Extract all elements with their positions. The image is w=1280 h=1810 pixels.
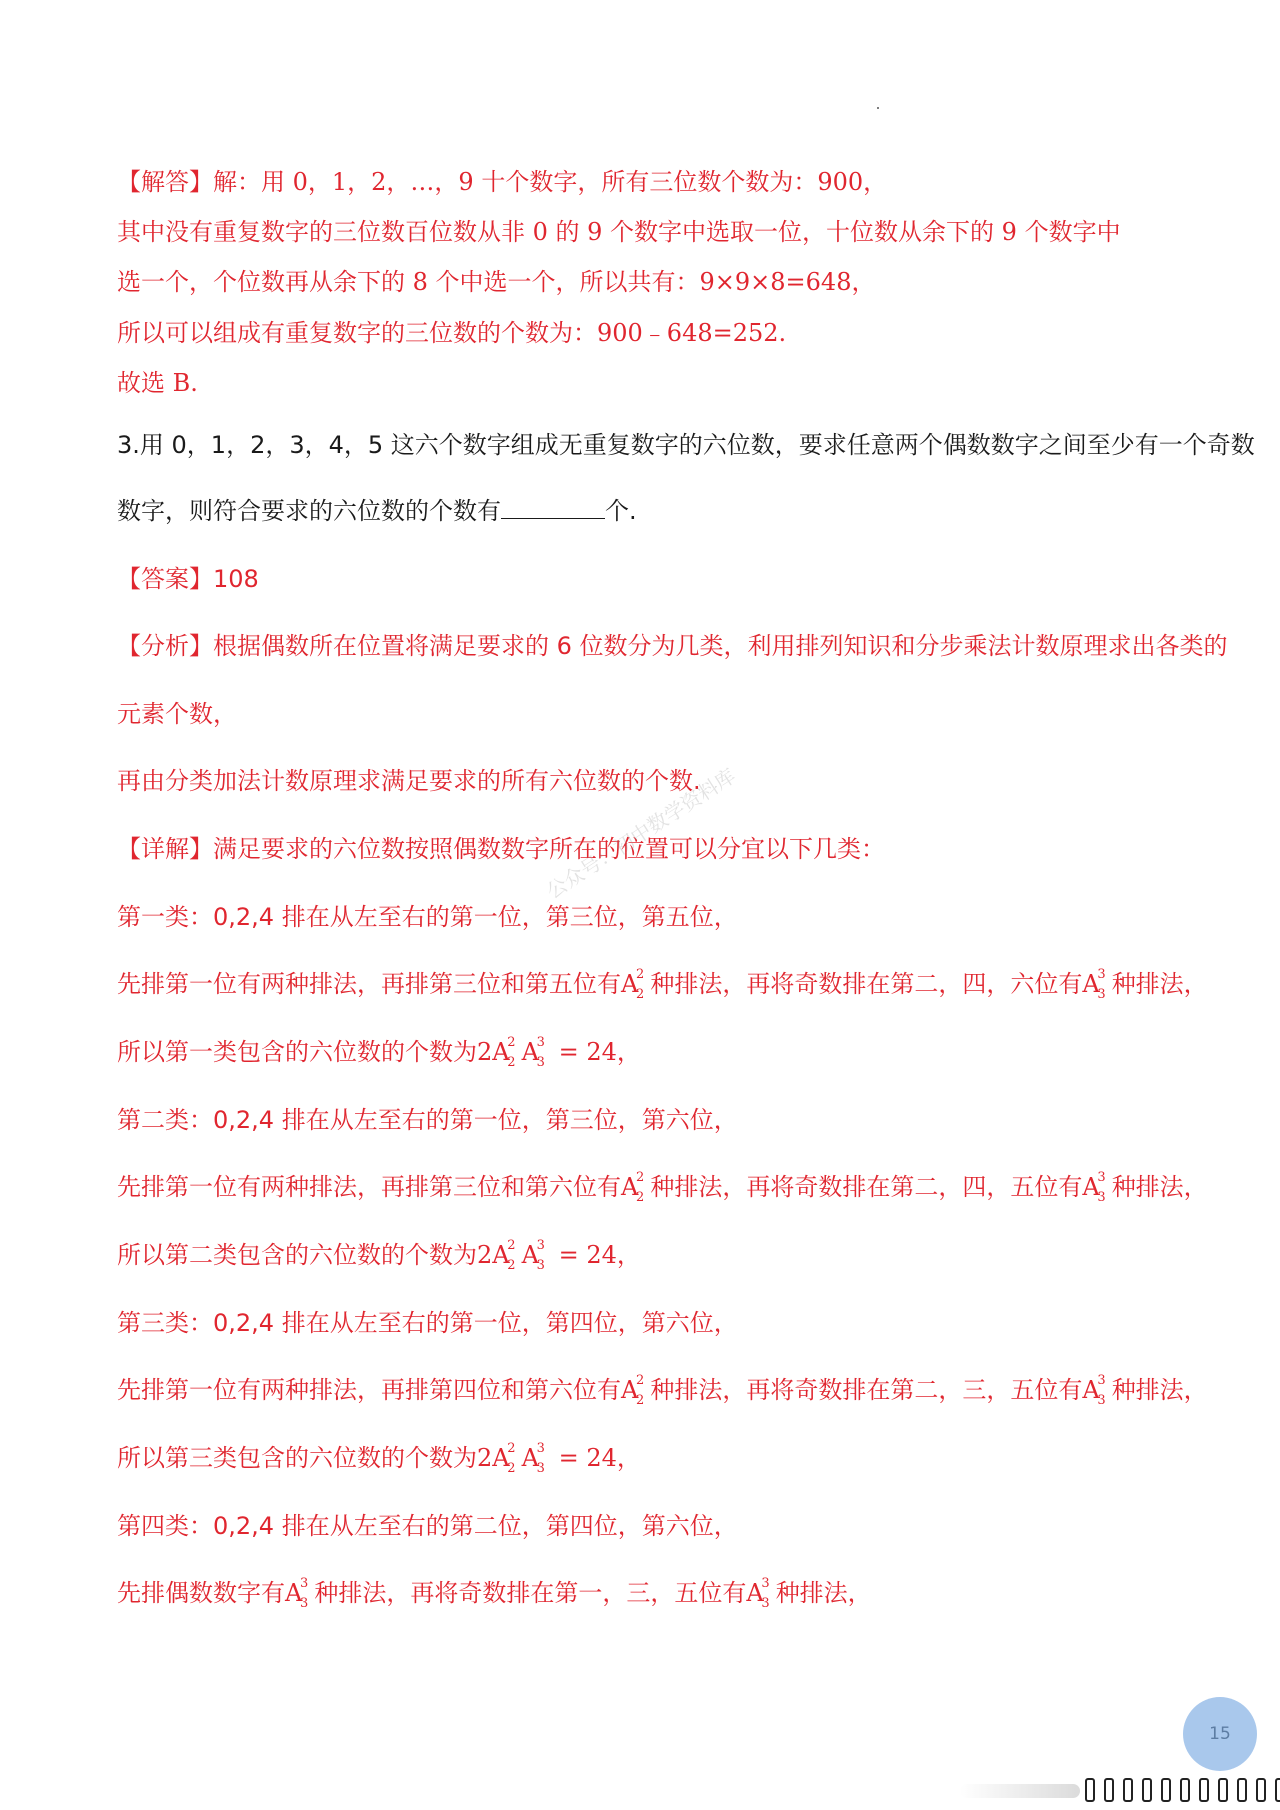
solution-line-5: 故选 B.	[117, 369, 198, 397]
solution-line-2: 其中没有重复数字的三位数百位数从非 0 的 9 个数字中选取一位，十位数从余下的 9 个数字中	[117, 218, 1121, 246]
case2-method: 先排第一位有两种排法，再排第三位和第六位有A 2 2 种排法，再将奇数排在第二，四，五位有A 3 3 种排法，	[117, 1170, 1208, 1205]
footer-blur	[960, 1784, 1080, 1798]
case1-count: 所以第一类包含的六位数的个数为2A 2 2 A 3 3 = 24，	[117, 1035, 641, 1070]
perm-a22: A 2 2	[621, 1373, 645, 1408]
question-line-2: 数字，则符合要求的六位数的个数有 个.	[117, 497, 637, 525]
case3-count: 所以第三类包含的六位数的个数为2A 2 2 A 3 3 = 24，	[117, 1441, 641, 1476]
analysis-line-2: 元素个数，	[117, 700, 237, 728]
perm-a22: A 2 2	[621, 1170, 645, 1205]
case1-title: 第一类：0,2,4 排在从左至右的第一位，第三位，第五位，	[117, 903, 738, 931]
case4-title: 第四类：0,2,4 排在从左至右的第二位，第四位，第六位，	[117, 1512, 738, 1540]
watermark: 公众号：初中数学资料库	[542, 763, 740, 904]
analysis-line-1: 【分析】根据偶数所在位置将满足要求的 6 位数分为几类，利用排列知识和分步乘法计数原理求出各类的	[117, 632, 1228, 660]
answer-line	[117, 562, 1177, 596]
perm-a22: A 2 2	[492, 1035, 516, 1070]
perm-a33: A 3 3	[521, 1035, 545, 1070]
solution-line-4: 所以可以组成有重复数字的三位数的个数为：900﹣648=252.	[117, 319, 787, 347]
answer-tag: 【答案】	[117, 565, 213, 593]
perm-a33: A 3 3	[521, 1238, 545, 1273]
case4-method: 先排偶数数字有A 3 3 种排法，再将奇数排在第一，三，五位有A 3 3 种排法，	[117, 1576, 872, 1611]
case2-count: 所以第二类包含的六位数的个数为2A 2 2 A 3 3 = 24，	[117, 1238, 641, 1273]
analysis-line-3: 再由分类加法计数原理求满足要求的所有六位数的个数.	[117, 767, 701, 795]
footer-bars-icon	[1085, 1778, 1280, 1802]
perm-a33: A 3 3	[285, 1576, 309, 1611]
case1-method: 先排第一位有两种排法，再排第三位和第五位有A 2 2 种排法，再将奇数排在第二，四，六位有A 3 3 种排法，	[117, 967, 1208, 1002]
solution-line-1: 【解答】解：用 0，1，2，…，9 十个数字，所有三位数个数为：900，	[117, 168, 888, 196]
footer-decoration	[960, 1778, 1260, 1804]
perm-a22: A 2 2	[492, 1238, 516, 1273]
answer-blank	[501, 496, 605, 519]
perm-a33: A 3 3	[746, 1576, 770, 1611]
case3-method: 先排第一位有两种排法，再排第四位和第六位有A 2 2 种排法，再将奇数排在第二，三，五位有A 3 3 种排法，	[117, 1373, 1208, 1408]
answer-value: 108	[213, 565, 259, 593]
solution-line-3: 选一个，个位数再从余下的 8 个中选一个，所以共有：9×9×8=648，	[117, 268, 876, 296]
perm-a33: A 3 3	[1082, 967, 1106, 1002]
question-line-1: 3.用 0，1，2，3，4，5 这六个数字组成无重复数字的六位数，要求任意两个偶数数字之间至少有一个奇数	[117, 431, 1255, 459]
perm-a22: A 2 2	[492, 1441, 516, 1476]
perm-a33: A 3 3	[1082, 1373, 1106, 1408]
page-number-badge: 15	[1183, 1697, 1257, 1771]
perm-a33: A 3 3	[1082, 1170, 1106, 1205]
perm-a33: A 3 3	[521, 1441, 545, 1476]
analysis-tag: 【分析】	[117, 632, 213, 660]
case3-title: 第三类：0,2,4 排在从左至右的第一位，第四位，第六位，	[117, 1309, 738, 1337]
stray-dot	[877, 107, 879, 109]
detail-intro: 【详解】满足要求的六位数按照偶数数字所在的位置可以分宜以下几类：	[117, 835, 885, 863]
perm-a22: A 2 2	[621, 967, 645, 1002]
solution-tag: 【解答】	[117, 168, 213, 196]
case2-title: 第二类：0,2,4 排在从左至右的第一位，第三位，第六位，	[117, 1106, 738, 1134]
detail-tag: 【详解】	[117, 835, 213, 863]
